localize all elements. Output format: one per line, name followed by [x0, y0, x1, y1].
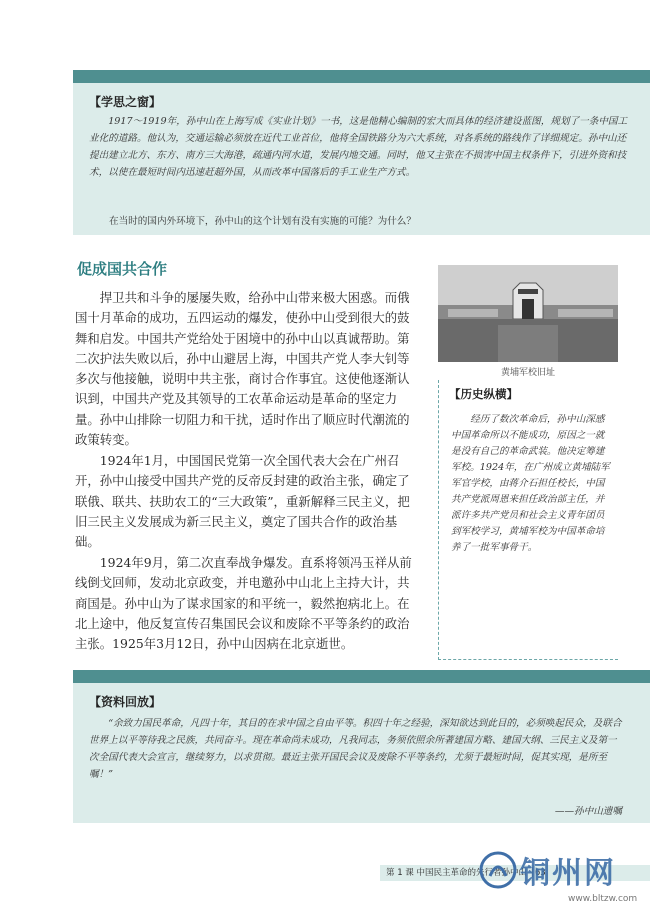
paragraph-3: 1924年9月，第二次直奉战争爆发。直系将领冯玉祥从前线倒戈回师，发动北京政变，并电邀孙中山北上主持大计，共商国是。孙中山为了谋求国家的和平统一，毅然抱病北上。在北上途中，他反复宣传召集国民会议和废除不平等条约的政治主张。1925年3月12日，孙中山因病在北京逝世。	[75, 555, 412, 652]
study-window-text: 1917～1919年，孙中山在上海写成《实业计划》一书，这是他精心编制的宏大而具体的经济建设蓝图，规划了一条中国工业化的道路。他认为，交通运输必须放在近代工业首位，他将全国铁路分为六大系统，对各系统的路线作了详细规定。孙中山还提出建立北方、东方、南方三大海港，疏通内河水道，发展内地交通。同时，他又主张在不损害中国主权条件下，引进外资和技术，以使在最短时间内迅速赶超外国，从而改革中国落后的手工业生产方式。	[89, 116, 628, 178]
material-review-text: “余致力国民革命，凡四十年，其目的在求中国之自由平等。积四十年之经验，深知欲达到此目的，必须唤起民众，及联合世界上以平等待我之民族，共同奋斗。现在革命尚未成功，凡我同志，务须依照余所著建国方略、建国大纲、三民主义及第一次全国代表大会宣言，继续努力，以求贯彻。最近主张开国民会议及废除不平等条约，尤须于最短时间，促其实现，是所至嘱！”	[89, 718, 622, 780]
watermark-site-name: 铜州网	[520, 856, 616, 891]
section-title: 促成国共合作	[77, 260, 168, 278]
study-window-title: 【学思之窗】	[89, 95, 162, 109]
material-box-header-bar	[73, 670, 650, 683]
watermark-url: www.bltzw.com	[568, 894, 638, 904]
page-footer: 第 1 课 中国民主革命的先行者孙中山 │63	[380, 865, 650, 881]
history-sidebar-box	[438, 380, 618, 660]
history-sidebar-text: 经历了数次革命后，孙中山深感中国革命所以不能成功，原因之一就是没有自己的革命武装。他决定筹建军校。1924年，在广州成立黄埔陆军军官学校，由蒋介石担任校长，中国共产党派周恩来担任政治部主任，并派许多共产党员和社会主义青年团员到军校学习，黄埔军校为中国革命培养了一批军事骨干。	[451, 414, 610, 553]
study-window-box	[73, 83, 650, 235]
paragraph-2: 1924年1月，中国国民党第一次全国代表大会在广州召开，孙中山接受中国共产党的反帝反封建的政治主张，确定了联俄、联共、扶助农工的“三大政策”，重新解释三民主义，把旧三民主义发展成为新三民主义，奠定了国共合作的政治基础。	[75, 453, 410, 550]
study-box-header-bar	[73, 70, 650, 83]
paragraph-1: 捍卫共和斗争的屡屡失败，给孙中山带来极大困惑。而俄国十月革命的成功，五四运动的爆发，使孙中山受到很大的鼓舞和启发。中国共产党给处于困境中的孙中山以真诚帮助。第二次护法失败以后，孙中山避居上海，中国共产党人李大钊等多次与他接触，说明中共主张，商讨合作事宜。这使他逐渐认识到，中国共产党及其领导的工农革命运动是革命的坚定力量。孙中山排除一切阻力和干扰，适时作出了顺应时代潮流的政策转变。	[75, 290, 410, 448]
whampoa-academy-photo	[438, 265, 618, 362]
history-sidebar-title: 【历史纵横】	[449, 387, 518, 401]
watermark-logo-icon	[478, 850, 518, 890]
material-review-title: 【资料回放】	[89, 695, 162, 709]
photo-caption: 黄埔军校旧址	[500, 368, 555, 378]
study-window-question: 在当时的国内外环境下，孙中山的这个计划有没有实施的可能？为什么？	[109, 216, 416, 227]
material-review-box	[73, 683, 650, 823]
material-review-signature: ——孙中山遗嘱	[554, 806, 622, 817]
